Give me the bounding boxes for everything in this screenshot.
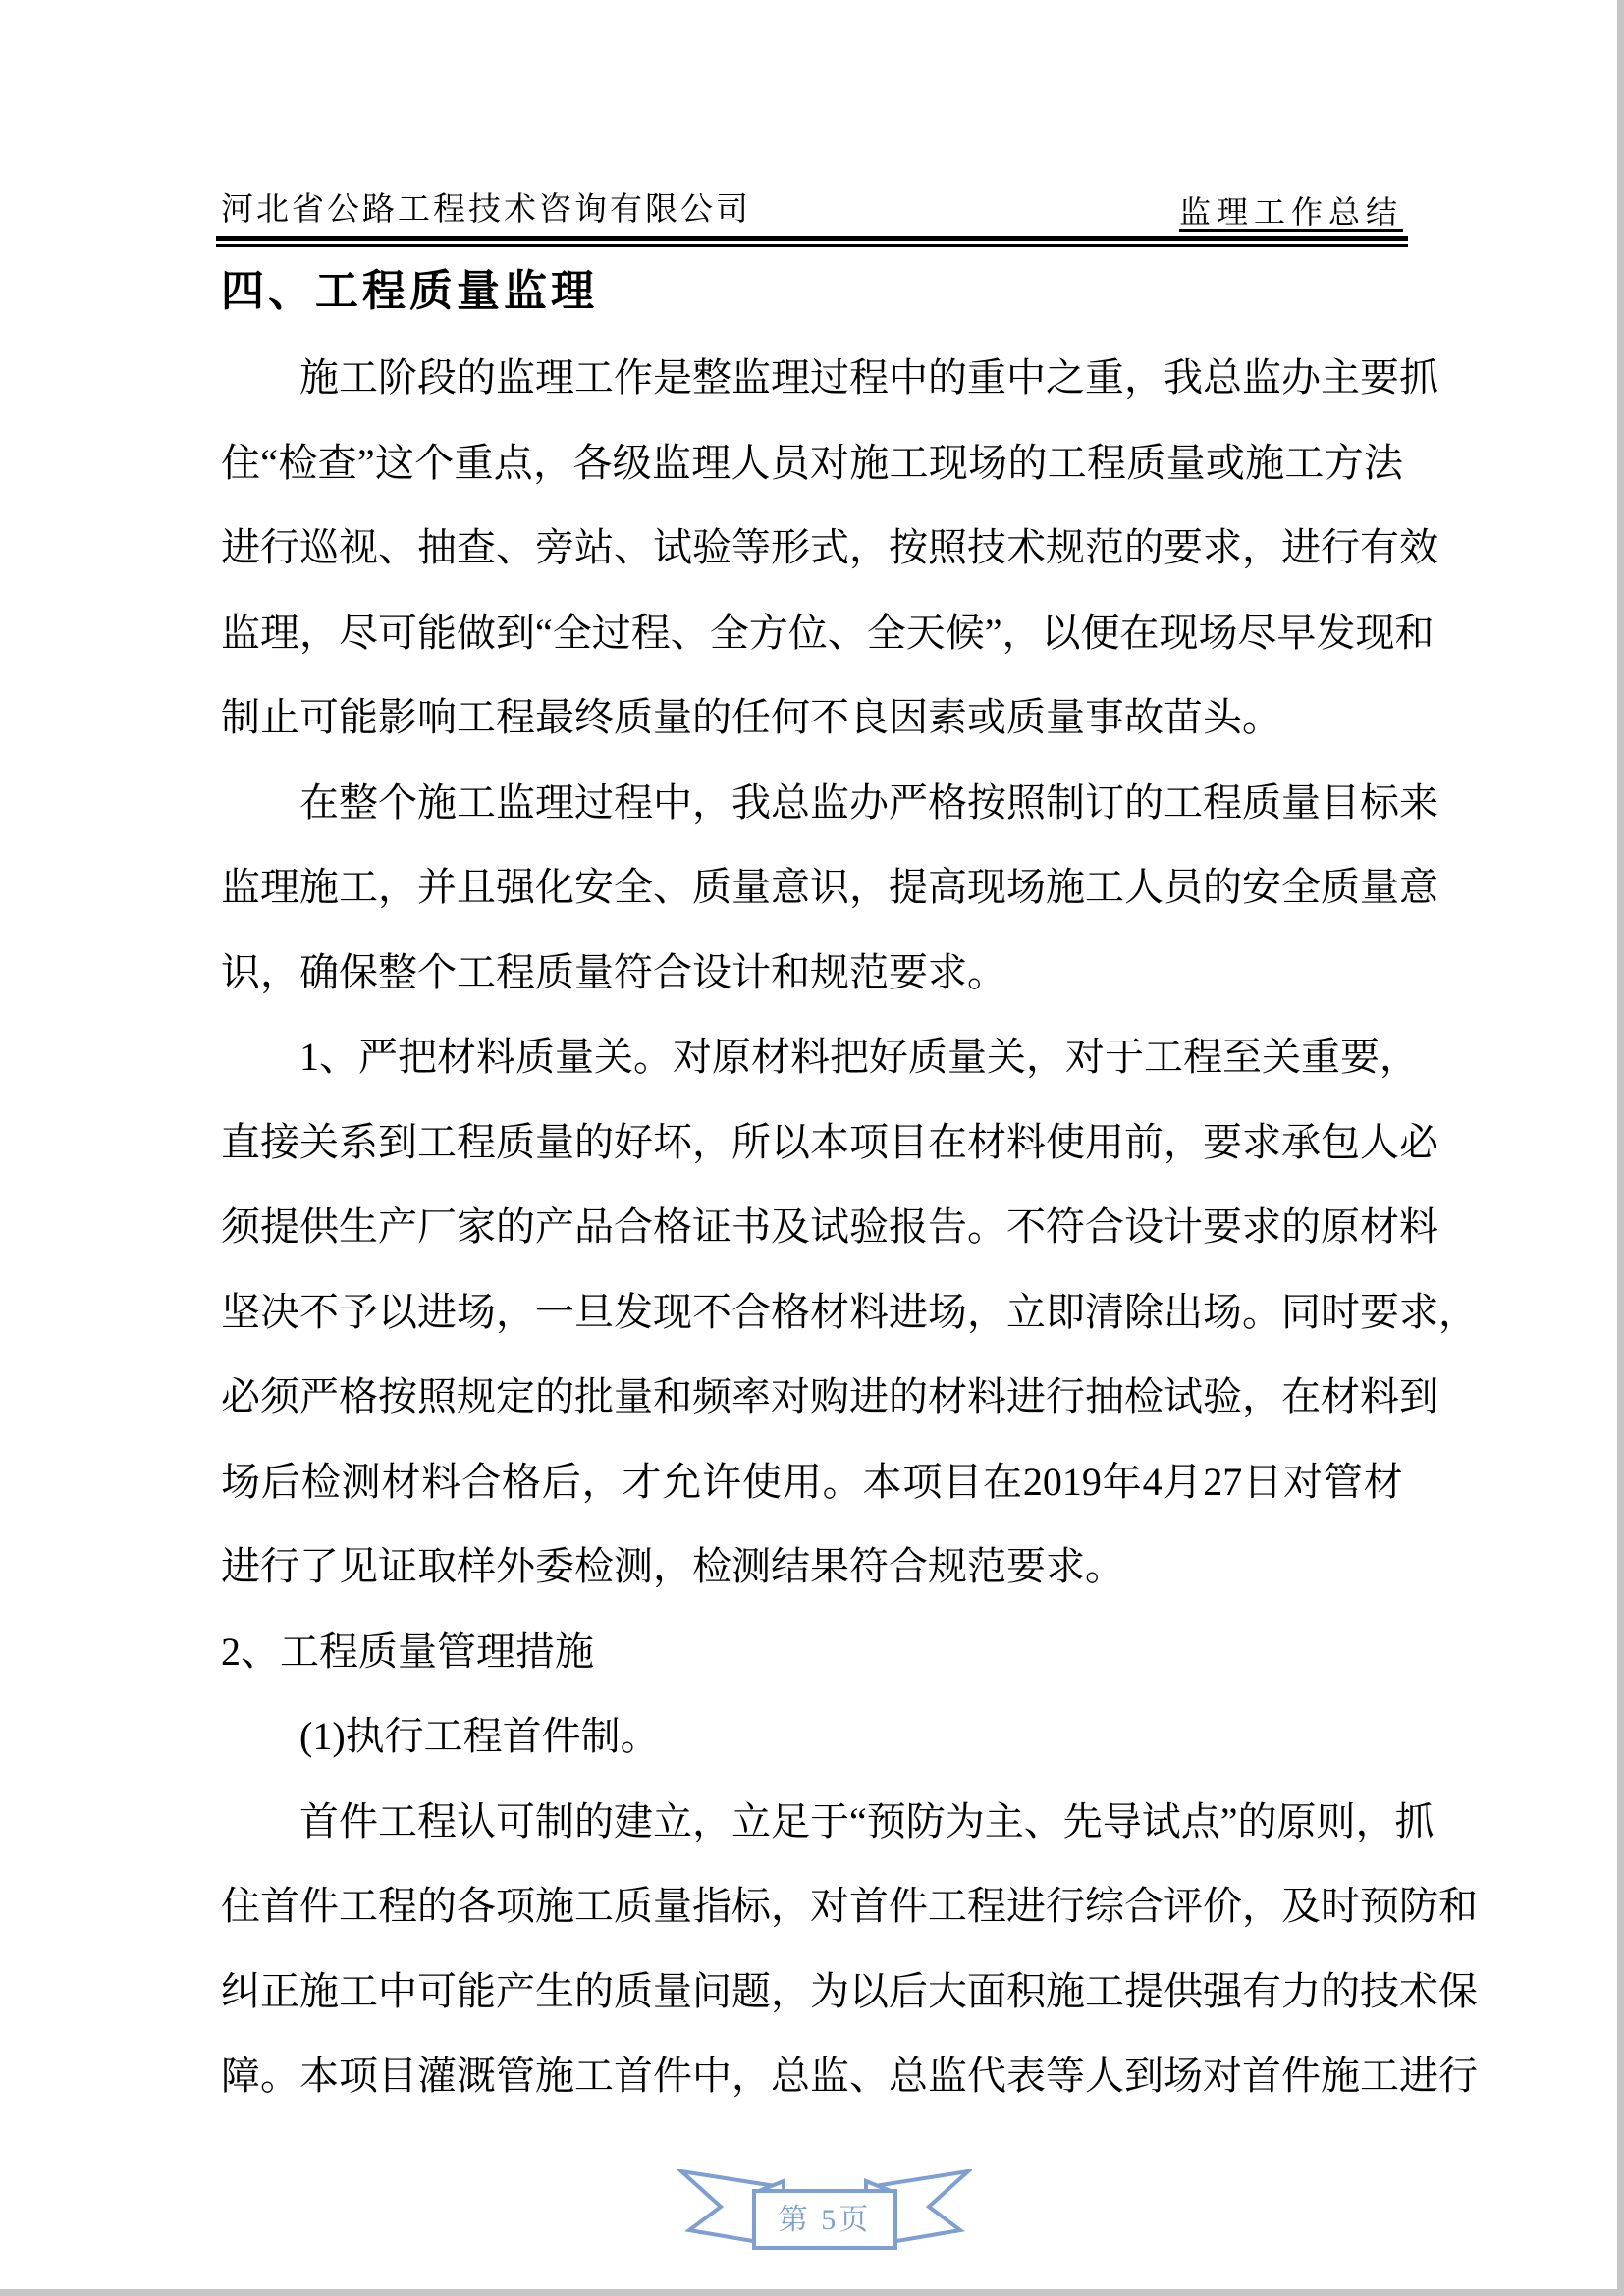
- header-company-name: 河北省公路工程技术咨询有限公司: [221, 192, 751, 228]
- text-line-15: 进行了见证取样外委检测，检测结果符合规范要求。: [221, 1544, 1124, 1588]
- text-line-12: 坚 决 不 予 以 进 场 ， 一 旦 发 现 不 合 格 材 料 进 场 ， 立 即 清 除 出 场 。 同 时 要 求 ，: [221, 1289, 1478, 1334]
- header-rule-thick: [216, 236, 1408, 241]
- header-doc-title: 监理工作总结: [1178, 194, 1403, 230]
- text-line-19: 住 首 件 工 程 的 各 项 施 工 质 量 指 标 ， 对 首 件 工 程 进 行 综 合 评 价 ， 及 时 预 防 和: [221, 1884, 1478, 1928]
- text-line-6: 在 整 个 施 工 监 理 过 程 中 ， 我 总 监 办 严 格 按 照 制 订 的 工 程 质 量 目 标 来: [299, 779, 1438, 825]
- text-line-14: 场 后 检 测 材 料 合 格 后 ， 才 允 许 使 用 。 本 项 目 在 2019 年 4 月 27 日 对 管 材: [221, 1459, 1403, 1504]
- page-edge-bottom: [0, 2289, 1624, 2296]
- page-number-label: 第 5页: [778, 2204, 872, 2236]
- text-line-3: 进 行 巡 视 、 抽 查 、 旁 站 、 试 验 等 形 式 ， 按 照 技 术 规 范 的 要 求 ， 进 行 有 效: [221, 525, 1438, 569]
- text-line-1: 施 工 阶 段 的 监 理 工 作 是 整 监 理 过 程 中 的 重 中 之 重 ， 我 总 监 办 主 要 抓: [299, 355, 1438, 400]
- text-line-21: 障 。 本 项 目 灌 溉 管 施 工 首 件 中 ， 总 监 、 总 监 代 表 等 人 到 场 对 首 件 施 工 进 行: [221, 2054, 1478, 2098]
- text-line-2: 住 “ 检 查 ” 这 个 重 点 ， 各 级 监 理 人 员 对 施 工 现 场 的 工 程 质 量 或 施 工 方 法: [221, 440, 1403, 485]
- text-line-4: 监 理 ， 尽 可 能 做 到 “ 全 过 程 、 全 方 位 、 全 天 候 ” ， 以 便 在 现 场 尽 早 发 现 和: [221, 610, 1435, 655]
- text-line-10: 直 接 关 系 到 工 程 质 量 的 好 坏 ， 所 以 本 项 目 在 材 料 使 用 前 ， 要 求 承 包 人 必: [221, 1119, 1438, 1164]
- text-line-20: 纠 正 施 工 中 可 能 产 生 的 质 量 问 题 ， 为 以 后 大 面 积 施 工 提 供 强 有 力 的 技 术 保: [221, 1968, 1478, 2013]
- text-line-8: 识，确保整个工程质量符合设计和规范要求。: [221, 949, 1006, 994]
- document-body: [221, 336, 1478, 2119]
- page-number-ribbon: [677, 2169, 972, 2254]
- text-line-17: (1)执行工程首件制。: [299, 1714, 660, 1758]
- text-line-13: 必 须 严 格 按 照 规 定 的 批 量 和 频 率 对 购 进 的 材 料 进 行 抽 检 试 验 ， 在 材 料 到: [221, 1374, 1438, 1418]
- text-line-7: 监 理 施 工 ， 并 且 强 化 安 全 、 质 量 意 识 ， 提 高 现 场 施 工 人 员 的 安 全 质 量 意: [221, 865, 1438, 909]
- text-line-11: 须 提 供 生 产 厂 家 的 产 品 合 格 证 书 及 试 验 报 告 。 不 符 合 设 计 要 求 的 原 材 料: [221, 1204, 1438, 1249]
- text-line-18: 首 件 工 程 认 可 制 的 建 立 ， 立 足 于 “ 预 防 为 主 、 先 导 试 点 ” 的 原 则 ， 抓: [299, 1798, 1435, 1843]
- ribbon-banner-shape: [677, 2169, 972, 2254]
- section-heading: 四、工程质量监理: [221, 267, 598, 315]
- text-line-9: 1 、 严 把 材 料 质 量 关 。 对 原 材 料 把 好 质 量 关 ， 对 于 工 程 至 关 重 要 ，: [299, 1035, 1419, 1079]
- text-line-16: 2、工程质量管理措施: [221, 1629, 594, 1674]
- text-line-5: 制止可能影响工程最终质量的任何不良因素或质量事故苗头。: [221, 695, 1281, 739]
- page-edge-right: [1617, 0, 1624, 2296]
